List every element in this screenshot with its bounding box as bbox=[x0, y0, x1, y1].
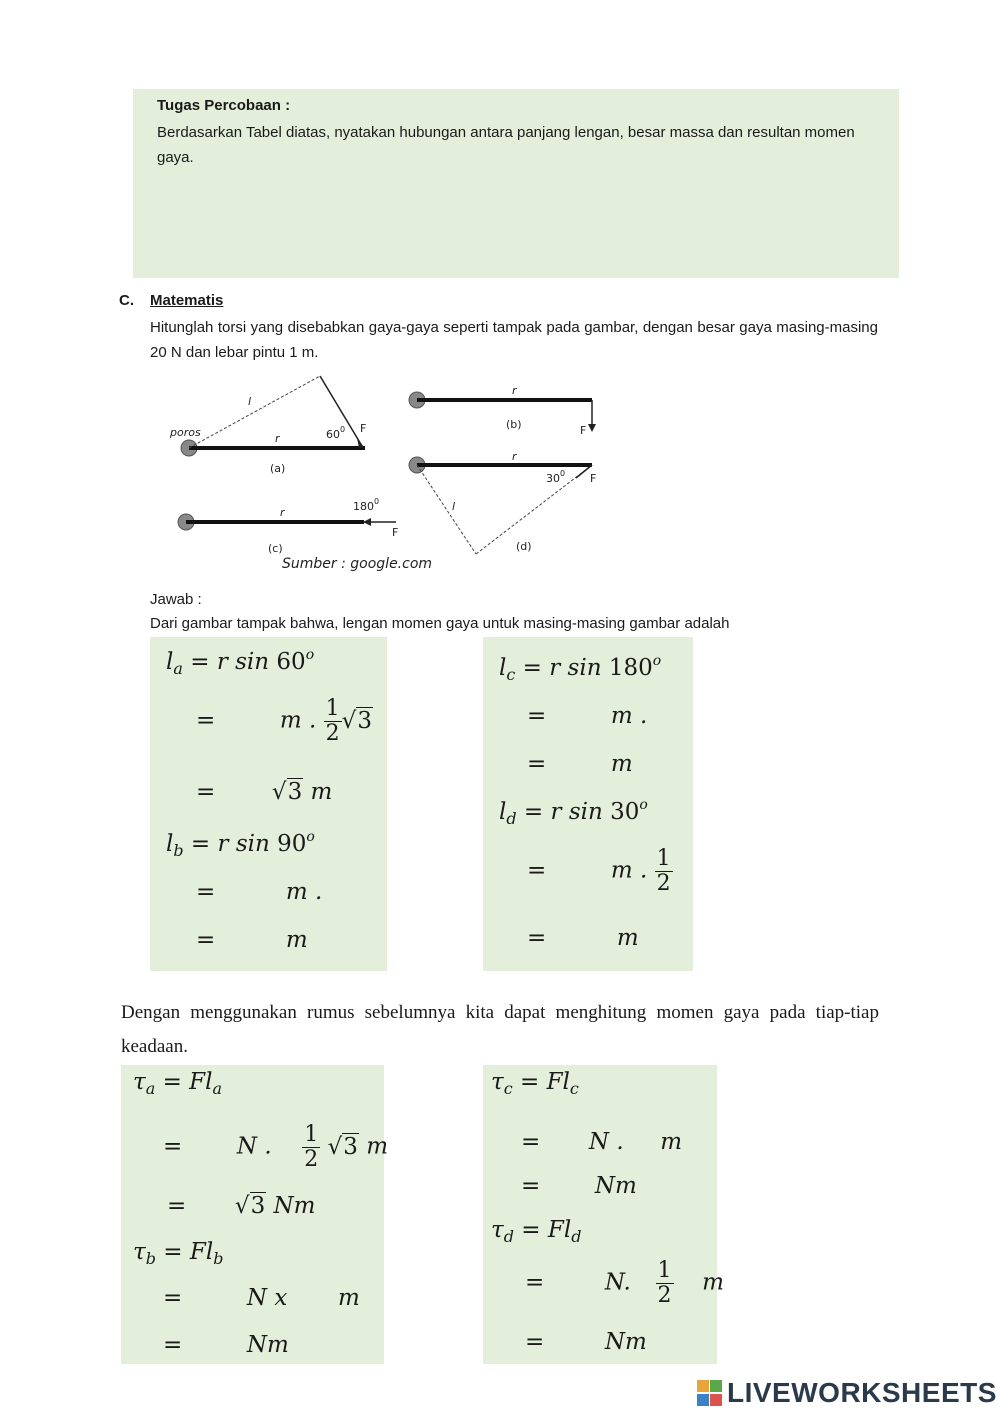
label-c: (c) bbox=[268, 542, 283, 555]
brand-name: LIVEWORKSHEETS bbox=[727, 1377, 997, 1408]
la-result: = √3 m bbox=[196, 779, 333, 805]
torque-figure bbox=[160, 368, 640, 578]
lever-arm-box-cd bbox=[483, 637, 693, 971]
tau-b-equation: $\tau_b = Fl_b$ bbox=[133, 1239, 224, 1268]
blank-lb-result[interactable]: m bbox=[285, 927, 308, 953]
lb-step1: = m . bbox=[196, 879, 323, 905]
tau-a-result: = √3 Nm bbox=[167, 1193, 316, 1219]
jawab-description: Dari gambar tampak bahwa, lengan momen gaya untuk masing-masing gambar adalah bbox=[150, 615, 730, 632]
blank-tau-a-input[interactable]: N . bbox=[236, 1133, 272, 1160]
section-body: Hitunglah torsi yang disebabkan gaya-gaya seperti tampak pada gambar, dengan besar gaya masing-masing 20 N dan lebar pintu 1 m. bbox=[150, 319, 878, 361]
f-label-b: F bbox=[580, 424, 587, 437]
torque-box-ab bbox=[121, 1065, 389, 1364]
l-label-d: l bbox=[452, 500, 456, 513]
tau-a-equation: $\tau_a = Fl_a$ bbox=[133, 1069, 223, 1098]
f-label-d: F bbox=[590, 472, 597, 485]
label-d: (d) bbox=[516, 540, 532, 553]
la-step1: = m . $\frac{1}{2}$ √3 bbox=[196, 696, 372, 746]
r-label-d: r bbox=[512, 450, 517, 463]
task-box bbox=[133, 89, 899, 278]
angle-c: 180 bbox=[353, 500, 374, 513]
figure-source: Sumber : google.com bbox=[282, 556, 433, 572]
force-line-d bbox=[476, 465, 592, 554]
lever-arm-box-ab bbox=[150, 637, 387, 971]
blank-lc-result[interactable]: m bbox=[610, 751, 633, 777]
f-label-a: F bbox=[360, 422, 367, 435]
svg-text:0: 0 bbox=[340, 425, 346, 434]
lc-equation: $l_c = r$ sin 180$^o$ bbox=[499, 653, 662, 684]
r-label-a: r bbox=[275, 432, 280, 445]
label-a: (a) bbox=[270, 462, 286, 475]
blank-tau-c-result[interactable]: Nm bbox=[594, 1173, 637, 1199]
blank-ld-result[interactable]: m bbox=[616, 925, 639, 951]
angle-d: 30 bbox=[546, 472, 560, 485]
lb-result: = m bbox=[196, 927, 308, 953]
lb-equation: $l_b = r$ sin 90$^o$ bbox=[166, 829, 315, 860]
lc-step1: = m . bbox=[527, 703, 648, 729]
r-label-c: r bbox=[280, 506, 285, 519]
blank-ld-input[interactable]: m . bbox=[610, 857, 648, 884]
blank-tau-d-result[interactable]: Nm bbox=[604, 1329, 647, 1355]
tau-d-result: = Nm bbox=[525, 1329, 647, 1355]
blank-lb-input[interactable]: m . bbox=[285, 879, 323, 905]
liveworksheets-logo-icon bbox=[697, 1380, 723, 1408]
section-title: Matematis bbox=[150, 292, 224, 309]
torque-box-cd bbox=[483, 1065, 724, 1364]
r-label-b: r bbox=[512, 384, 517, 397]
lc-result: = m bbox=[527, 751, 633, 777]
svg-text:0: 0 bbox=[560, 469, 566, 478]
task-title: Tugas Percobaan : bbox=[157, 97, 291, 114]
blank-tau-c-input[interactable]: N . bbox=[588, 1129, 624, 1155]
torque-intro-paragraph: Dengan menggunakan rumus sebelumnya kita dapat menghitung momen gaya pada tiap-tiap keadaan. bbox=[121, 1002, 879, 1057]
task-body: Berdasarkan Tabel diatas, nyatakan hubungan antara panjang lengan, besar massa dan resultan momen gaya. bbox=[157, 124, 855, 166]
label-b: (b) bbox=[506, 418, 522, 431]
tau-d-equation: $\tau_d = Fl_d$ bbox=[491, 1217, 582, 1246]
ld-step1: = m . $\frac{1}{2}$ bbox=[527, 846, 671, 896]
tau-d-step1: = N. $\frac{1}{2}$ m bbox=[525, 1258, 724, 1308]
tau-b-step1: = N x m bbox=[163, 1285, 360, 1311]
tau-c-result: = Nm bbox=[521, 1173, 637, 1199]
tau-a-step1: = N . $\frac{1}{2}$ √3 m bbox=[163, 1122, 389, 1172]
lever-line-a bbox=[189, 376, 320, 448]
angle-a: 60 bbox=[326, 428, 340, 441]
blank-la-input[interactable]: m . bbox=[279, 707, 317, 734]
section-letter: C. bbox=[119, 292, 134, 309]
tau-c-equation: $\tau_c = Fl_c$ bbox=[491, 1069, 579, 1098]
lever-line-d bbox=[417, 465, 476, 554]
tau-c-step1: = N . m bbox=[521, 1129, 683, 1155]
ld-equation: $l_d = r$ sin 30$^o$ bbox=[499, 797, 648, 828]
tau-b-result: = Nm bbox=[163, 1332, 289, 1358]
jawab-label: Jawab : bbox=[150, 591, 202, 608]
la-equation: $l_a = r$ sin 60$^o$ bbox=[166, 647, 315, 678]
l-label-a: l bbox=[248, 395, 252, 408]
blank-tau-b-input[interactable]: N x bbox=[246, 1285, 288, 1311]
poros-label: poros bbox=[170, 426, 201, 439]
ld-result: = m bbox=[527, 925, 639, 951]
f-label-c: F bbox=[392, 526, 399, 539]
blank-tau-b-result[interactable]: Nm bbox=[246, 1332, 289, 1358]
blank-tau-d-input[interactable]: N. bbox=[604, 1269, 631, 1296]
blank-lc-input[interactable]: m . bbox=[610, 703, 648, 729]
svg-text:0: 0 bbox=[374, 497, 380, 506]
